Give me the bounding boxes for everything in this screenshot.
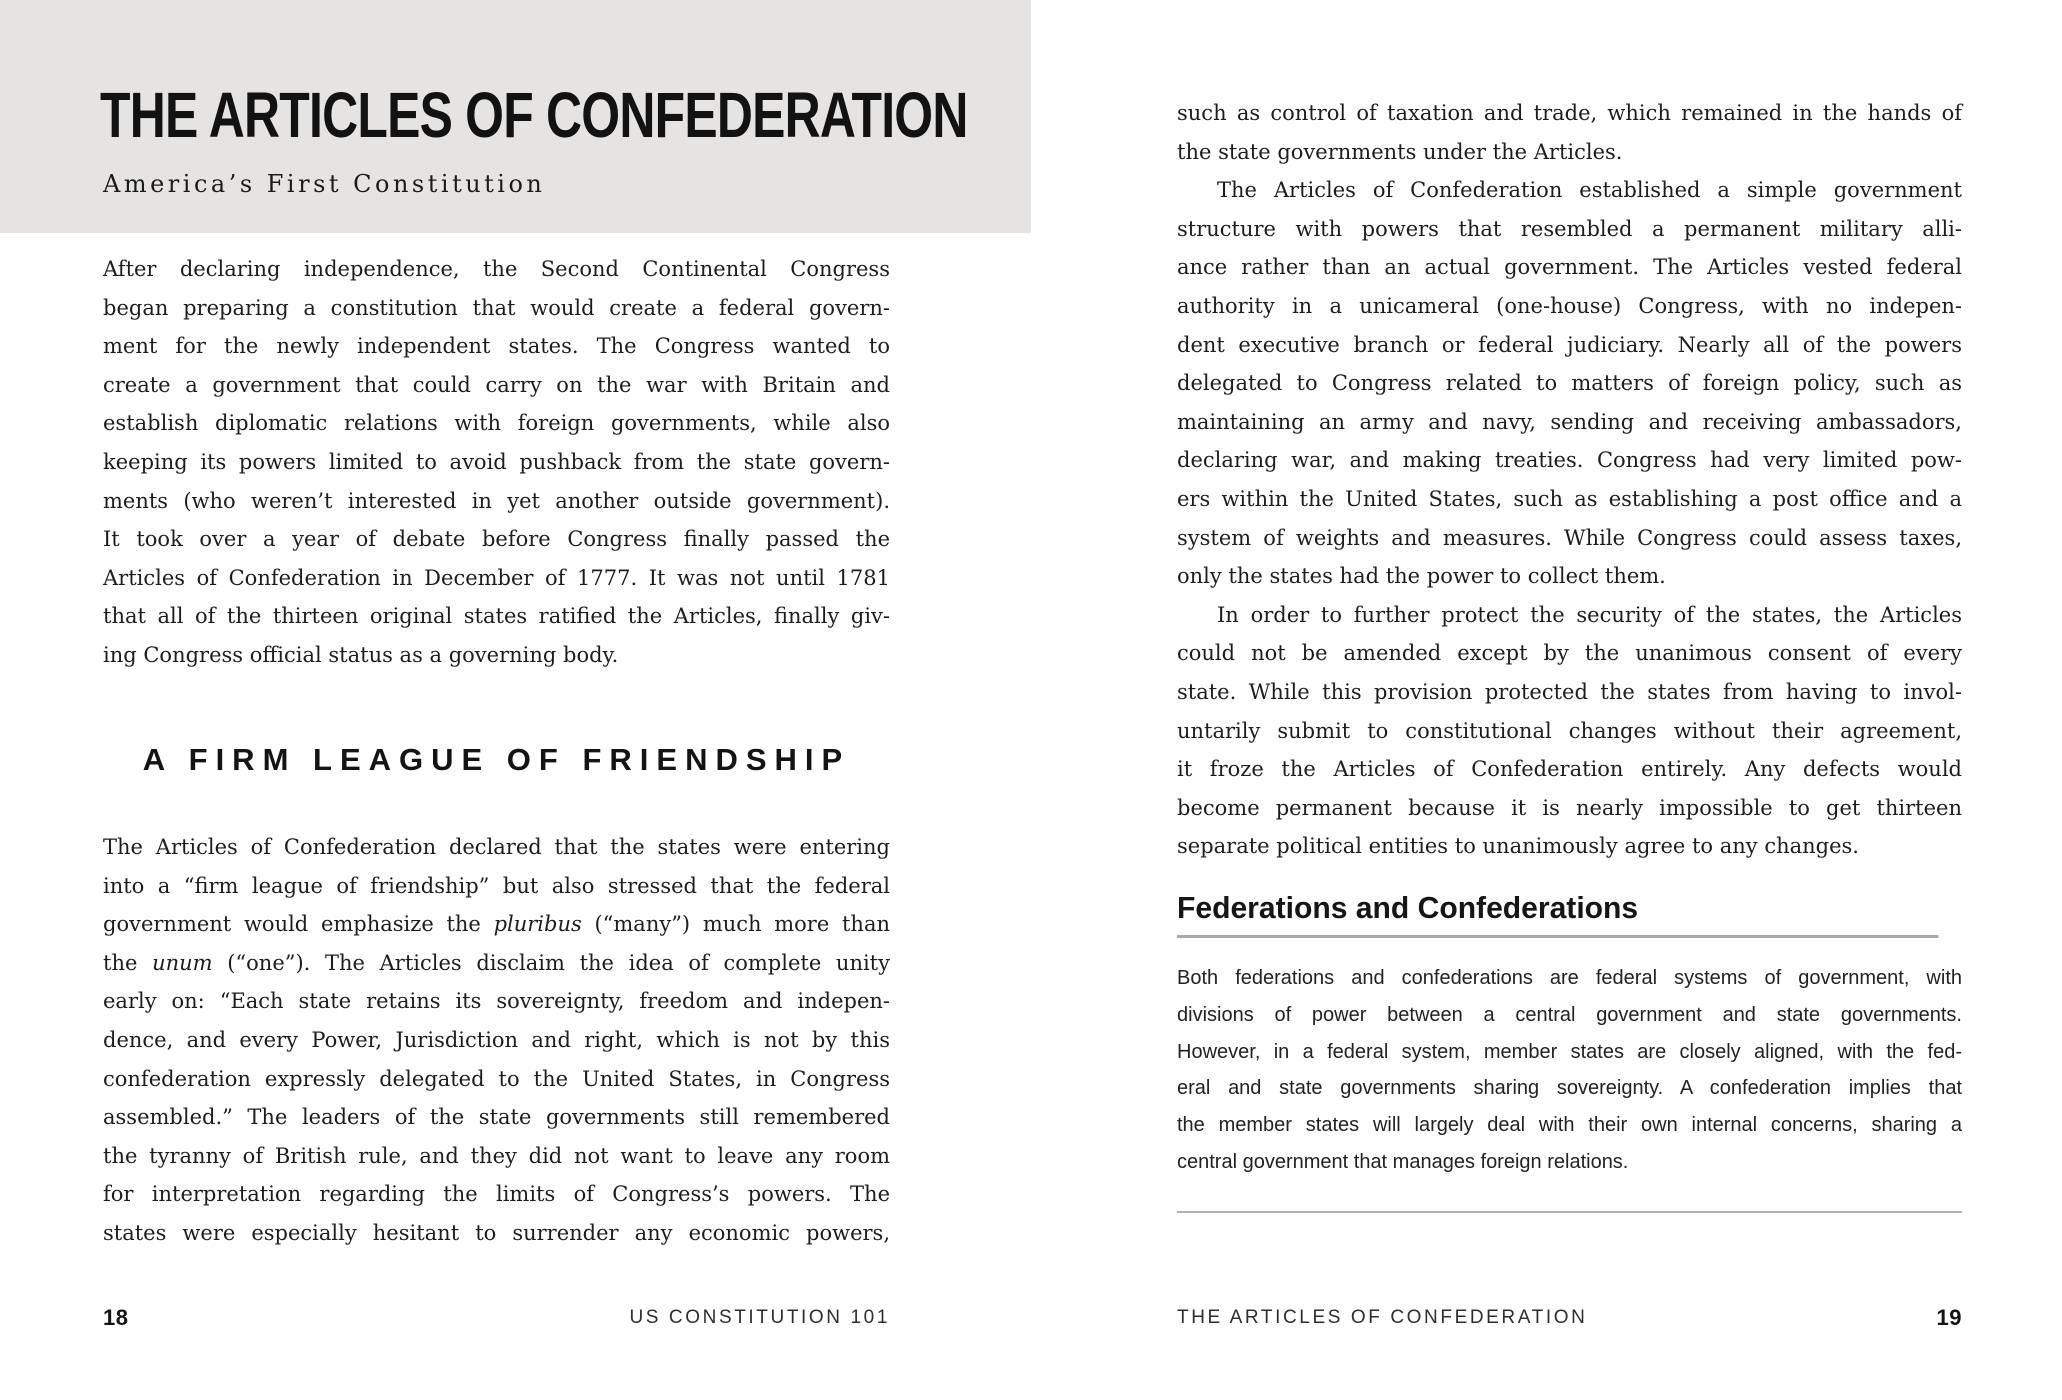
running-footer-left: US CONSTITUTION 101 bbox=[629, 1307, 890, 1328]
left-page-footer bbox=[103, 1300, 890, 1336]
paragraph-amendment bbox=[1177, 596, 1962, 866]
text-line: It took over a year of debate before Congress finally passed the bbox=[103, 527, 890, 552]
text-line: ment for the newly independent states. The Congress wanted to bbox=[103, 334, 890, 359]
sidebar-divider-rule bbox=[1177, 1211, 1962, 1213]
text-line: began preparing a constitution that would create a federal govern- bbox=[103, 295, 890, 320]
text-line: However, in a federal system, member states are closely aligned, with the fed- bbox=[1177, 1040, 1962, 1063]
text-line: structure with powers that resembled a permanent military alli- bbox=[1177, 216, 1962, 241]
text-line: authority in a unicameral (one-house) Congress, with no indepen- bbox=[1177, 293, 1962, 318]
text-line: the tyranny of British rule, and they did not want to leave any room bbox=[103, 1143, 890, 1168]
text-line: Both federations and confederations are federal systems of government, with bbox=[1177, 967, 1962, 989]
text-line: establish diplomatic relations with foreign governments, while also bbox=[103, 411, 890, 436]
chapter-subtitle: America’s First Constitution bbox=[103, 170, 546, 198]
text-line: untarily submit to constitutional changes without their agreement, bbox=[1177, 718, 1962, 743]
text-line: In order to further protect the security of the states, the Articles bbox=[1217, 602, 1962, 627]
text-line: declaring war, and making treaties. Congress had very limited pow- bbox=[1177, 448, 1962, 473]
sidebar-paragraph bbox=[1177, 960, 1962, 1181]
text-line: dent executive branch or federal judiciary. Nearly all of the powers bbox=[1177, 332, 1962, 357]
text-line: confederation expressly delegated to the United States, in Congress bbox=[103, 1066, 890, 1091]
text-line: assembled.” The leaders of the state governments still remembered bbox=[103, 1105, 890, 1130]
text-line: for interpretation regarding the limits of Congress’s powers. The bbox=[103, 1182, 890, 1207]
running-footer-right: THE ARTICLES OF CONFEDERATION bbox=[1177, 1307, 1588, 1328]
text-line: delegated to Congress related to matters of foreign policy, such as bbox=[1177, 371, 1962, 396]
right-page-text bbox=[1177, 94, 1962, 866]
text-line: the state governments under the Articles. bbox=[1177, 139, 1623, 164]
section-heading: A FIRM LEAGUE OF FRIENDSHIP bbox=[142, 742, 851, 777]
text-line: into a “firm league of friendship” but also stressed that the federal bbox=[103, 873, 890, 898]
intro-paragraph bbox=[103, 250, 890, 675]
text-line: eral and state governments sharing sovereignty. A confederation implies that bbox=[1177, 1077, 1962, 1100]
paragraph-continuation bbox=[1177, 94, 1962, 171]
text-line: government would emphasize the pluribus (“many”) much more than bbox=[103, 912, 890, 937]
text-line: it froze the Articles of Confederation entirely. Any defects would bbox=[1177, 757, 1962, 782]
text-line: separate political entities to unanimously agree to any changes. bbox=[1177, 834, 1859, 859]
text-line: state. While this provision protected the states from having to invol- bbox=[1177, 679, 1962, 704]
text-line: Articles of Confederation in December of 1777. It was not until 1781 bbox=[103, 565, 890, 590]
text-line: early on: “Each state retains its sovereignty, freedom and indepen- bbox=[103, 989, 890, 1014]
text-line: keeping its powers limited to avoid pushback from the state govern- bbox=[103, 449, 890, 474]
text-line: divisions of power between a central government and state governments. bbox=[1177, 1003, 1962, 1026]
text-line: After declaring independence, the Second Continental Congress bbox=[103, 257, 890, 281]
chapter-title: THE ARTICLES OF CONFEDERATION bbox=[100, 79, 968, 151]
text-line: the unum (“one”). The Articles disclaim the idea of complete unity bbox=[103, 950, 890, 975]
section-paragraph bbox=[103, 828, 890, 1253]
text-line: create a government that could carry on the war with Britain and bbox=[103, 372, 890, 397]
right-page-footer bbox=[1177, 1300, 1962, 1336]
paragraph-structure bbox=[1177, 171, 1962, 596]
text-line: system of weights and measures. While Congress could assess taxes, bbox=[1177, 525, 1962, 550]
text-line: central government that manages foreign relations. bbox=[1177, 1150, 1629, 1173]
text-line: states were especially hesitant to surrender any economic powers, bbox=[103, 1220, 890, 1245]
text-line: the member states will largely deal with their own internal concerns, sharing a bbox=[1177, 1114, 1962, 1137]
text-line: The Articles of Confederation established a simple government bbox=[1217, 178, 1962, 203]
text-line: that all of the thirteen original states ratified the Articles, finally giv- bbox=[103, 604, 890, 629]
text-line: could not be amended except by the unanimous consent of every bbox=[1177, 641, 1962, 666]
text-line: maintaining an army and navy, sending and receiving ambassadors, bbox=[1177, 409, 1962, 434]
page-number-left: 18 bbox=[103, 1305, 129, 1330]
text-line: ing Congress official status as a governing body. bbox=[103, 642, 619, 667]
sidebar-heading: Federations and Confederations bbox=[1177, 890, 1938, 938]
text-line: dence, and every Power, Jurisdiction and right, which is not by this bbox=[103, 1027, 890, 1052]
text-line: become permanent because it is nearly impossible to get thirteen bbox=[1177, 795, 1962, 820]
text-line: ance rather than an actual government. The Articles vested federal bbox=[1177, 255, 1962, 280]
text-line: The Articles of Confederation declared that the states were entering bbox=[103, 835, 890, 859]
text-line: such as control of taxation and trade, which remained in the hands of bbox=[1177, 101, 1962, 125]
text-line: ers within the United States, such as establishing a post office and a bbox=[1177, 486, 1962, 511]
text-line: ments (who weren’t interested in yet another outside government). bbox=[103, 488, 890, 513]
text-line: only the states had the power to collect them. bbox=[1177, 564, 1666, 589]
page-number-right: 19 bbox=[1936, 1305, 1962, 1330]
